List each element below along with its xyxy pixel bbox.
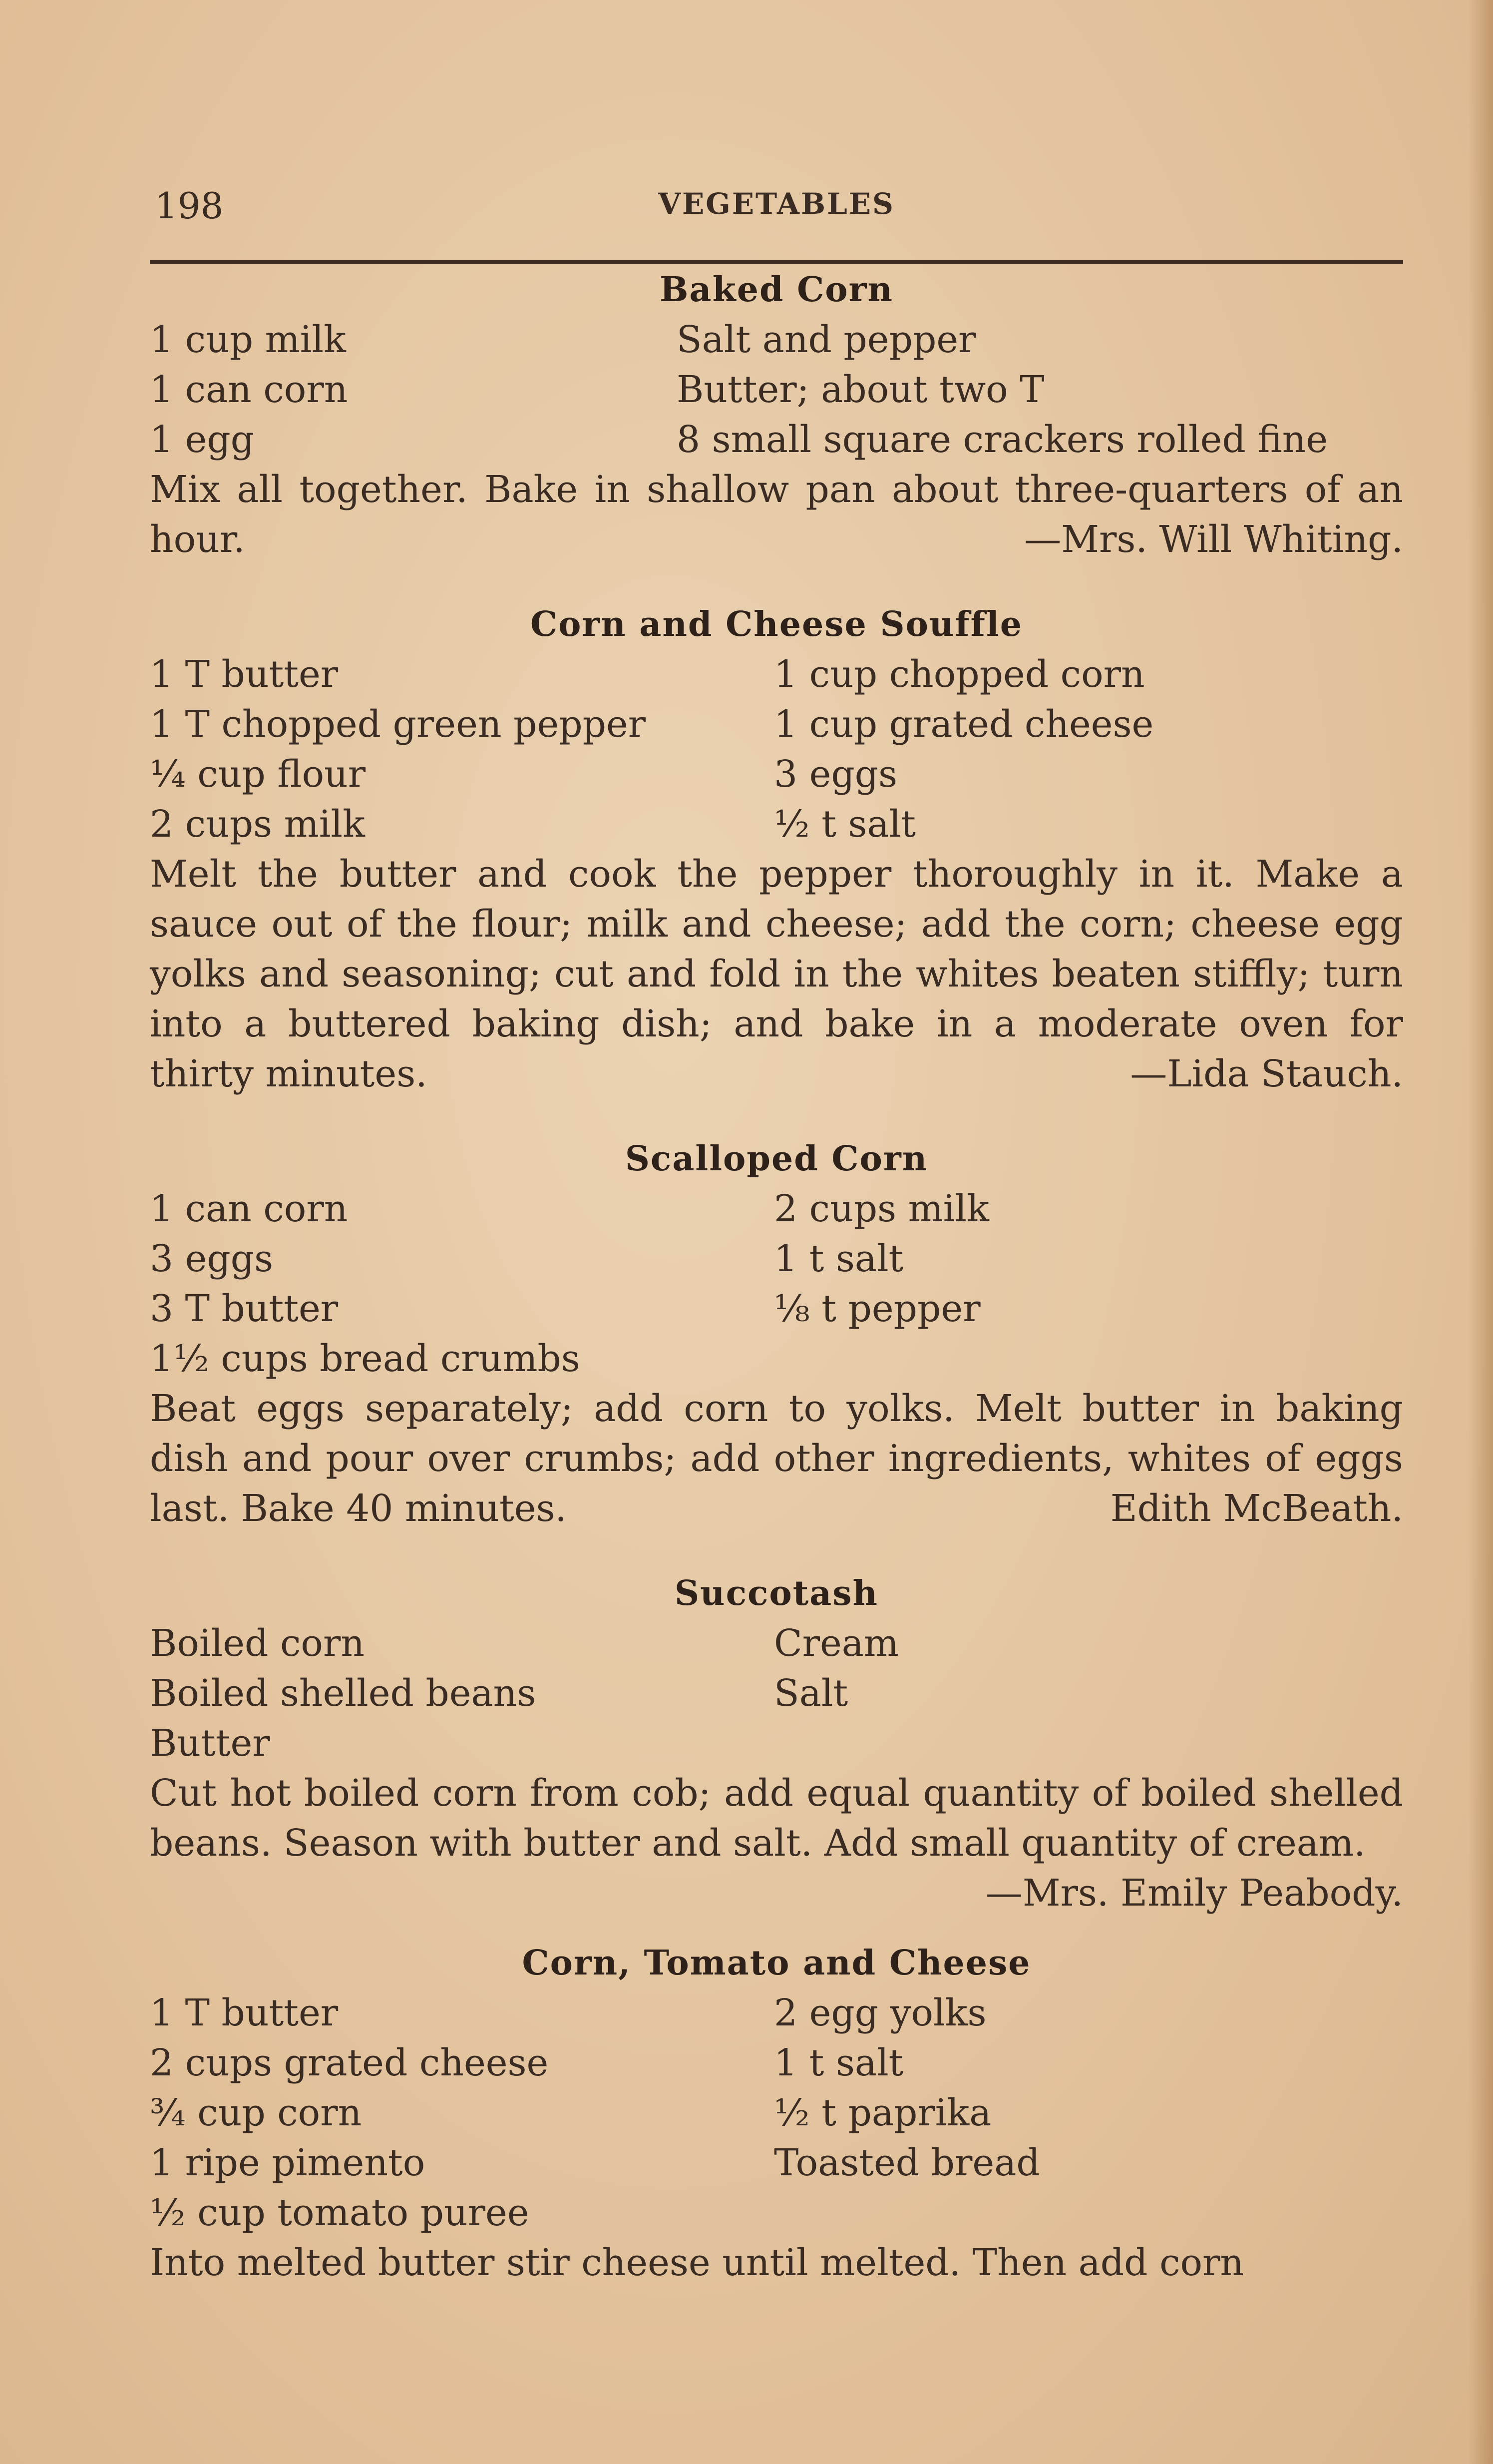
ingredient-row	[150, 315, 1403, 365]
ingredient-right: 1 t salt	[774, 2041, 904, 2084]
method-text: Into melted butter stir cheese until melted. Then add corn	[150, 2241, 1244, 2284]
ingredient-right: 1 cup grated cheese	[774, 703, 1154, 746]
recipe-method	[150, 465, 1403, 564]
ingredient-right	[774, 1718, 1403, 1768]
ingredient-right: 2 cups milk	[774, 1187, 989, 1230]
book-page	[150, 150, 1403, 2398]
ingredient-left: 1 can corn	[150, 368, 348, 411]
ingredient-row	[150, 2088, 1403, 2138]
ingredient-row	[150, 699, 1403, 749]
ingredient-right: Salt and pepper	[677, 318, 976, 361]
ingredient-row	[150, 649, 1403, 699]
ingredient-row	[150, 1668, 1403, 1718]
page-header	[150, 180, 1403, 235]
method-text: Melt the butter and cook the pepper thoroughly in it. Make a sauce out of the flour; milk and cheese; add the corn; cheese egg yolks and seasoning; cut and fold in the whites beaten stiffly; turn into a buttered baking dish; and bake in a moderate oven for thirty minutes.	[150, 853, 1403, 1095]
ingredient-right: Salt	[774, 1672, 848, 1715]
ingredient-right: Toasted bread	[774, 2141, 1040, 2184]
ingredient-left: 2 cups grated cheese	[150, 2041, 549, 2084]
ingredient-right: ⅛ t pepper	[774, 1287, 981, 1330]
ingredient-row	[150, 749, 1403, 799]
recipe-title: Succotash	[675, 1573, 878, 1613]
ingredient-left: ½ cup tomato puree	[150, 2191, 529, 2234]
ingredient-left: 3 T butter	[150, 1287, 339, 1330]
recipe-method	[150, 2238, 1403, 2288]
running-head: VEGETABLES	[658, 187, 895, 221]
ingredient-left: 1 can corn	[150, 1187, 348, 1230]
ingredient-left: 1 T chopped green pepper	[150, 703, 646, 746]
ingredient-left: 2 cups milk	[150, 803, 365, 846]
recipe-method	[150, 849, 1403, 1099]
recipe-title: Baked Corn	[660, 270, 893, 310]
recipe-title: Corn, Tomato and Cheese	[522, 1943, 1031, 1983]
ingredient-left: 1½ cups bread crumbs	[150, 1337, 580, 1380]
ingredient-row	[150, 1334, 1403, 1384]
ingredient-left: 1 egg	[150, 418, 255, 461]
ingredient-row	[150, 1284, 1403, 1334]
ingredient-right: ½ t salt	[774, 803, 916, 846]
recipe-succotash	[150, 1568, 1403, 1918]
ingredient-left: 1 ripe pimento	[150, 2141, 425, 2184]
recipe-title: Corn and Cheese Souffle	[530, 604, 1023, 644]
recipe-attribution: —Mrs. Will Whiting.	[1024, 518, 1403, 561]
ingredient-row	[150, 415, 1403, 465]
ingredient-right: 8 small square crackers rolled fine	[677, 418, 1328, 461]
ingredient-row	[150, 799, 1403, 849]
ingredient-right: 1 cup chopped corn	[774, 653, 1145, 696]
recipe-attribution: —Lida Stauch.	[1130, 1052, 1403, 1095]
ingredient-right	[774, 1334, 1403, 1384]
ingredient-right	[774, 2188, 1403, 2238]
method-text: Cut hot boiled corn from cob; add equal quantity of boiled shelled beans. Season with butter and salt. Add small quantity of cream.	[150, 1772, 1403, 1865]
ingredient-left: Butter	[150, 1722, 270, 1765]
ingredient-left: ¼ cup flour	[150, 753, 366, 796]
ingredient-left: Boiled shelled beans	[150, 1672, 536, 1715]
ingredient-left: 3 eggs	[150, 1237, 274, 1280]
ingredient-row	[150, 1184, 1403, 1234]
ingredient-row	[150, 2138, 1403, 2188]
ingredient-right: 2 egg yolks	[774, 1991, 987, 2034]
page-number: 198	[155, 185, 224, 227]
ingredient-right: ½ t paprika	[774, 2091, 992, 2134]
recipe-baked-corn	[150, 265, 1403, 564]
ingredient-right: 3 eggs	[774, 753, 898, 796]
recipe-corn-cheese-souffle	[150, 599, 1403, 1099]
ingredient-left: 1 T butter	[150, 653, 339, 696]
recipe-attribution: —Mrs. Emily Peabody.	[985, 1872, 1403, 1915]
ingredient-left: 1 cup milk	[150, 318, 346, 361]
recipe-title: Scalloped Corn	[625, 1139, 928, 1179]
ingredient-left: ¾ cup corn	[150, 2091, 362, 2134]
page-edge-shadow	[1468, 0, 1493, 2464]
method-text: Beat eggs separately; add corn to yolks. Melt butter in baking dish and pour over crumbs; add other ingredients, whites of eggs last. Bake 40 minutes.	[150, 1387, 1403, 1530]
header-rule	[150, 260, 1403, 264]
ingredient-row	[150, 2038, 1403, 2088]
ingredient-left: 1 T butter	[150, 1991, 339, 2034]
ingredient-row	[150, 365, 1403, 415]
method-text: Mix all together. Bake in shallow pan about three-quarters of an hour.	[150, 468, 1403, 561]
ingredient-row	[150, 2188, 1403, 2238]
recipe-attribution: Edith McBeath.	[1110, 1487, 1403, 1530]
ingredient-right: Butter; about two T	[677, 368, 1045, 411]
ingredient-row	[150, 1718, 1403, 1768]
ingredient-row	[150, 1618, 1403, 1668]
recipe-method	[150, 1768, 1403, 1918]
recipe-method	[150, 1384, 1403, 1533]
recipe-corn-tomato-cheese	[150, 1938, 1403, 2288]
page-body	[150, 265, 1403, 2288]
ingredient-row	[150, 1988, 1403, 2038]
recipe-scalloped-corn	[150, 1134, 1403, 1533]
ingredient-right: Cream	[774, 1622, 899, 1665]
ingredient-row	[150, 1234, 1403, 1284]
ingredient-right: 1 t salt	[774, 1237, 904, 1280]
ingredient-left: Boiled corn	[150, 1622, 365, 1665]
